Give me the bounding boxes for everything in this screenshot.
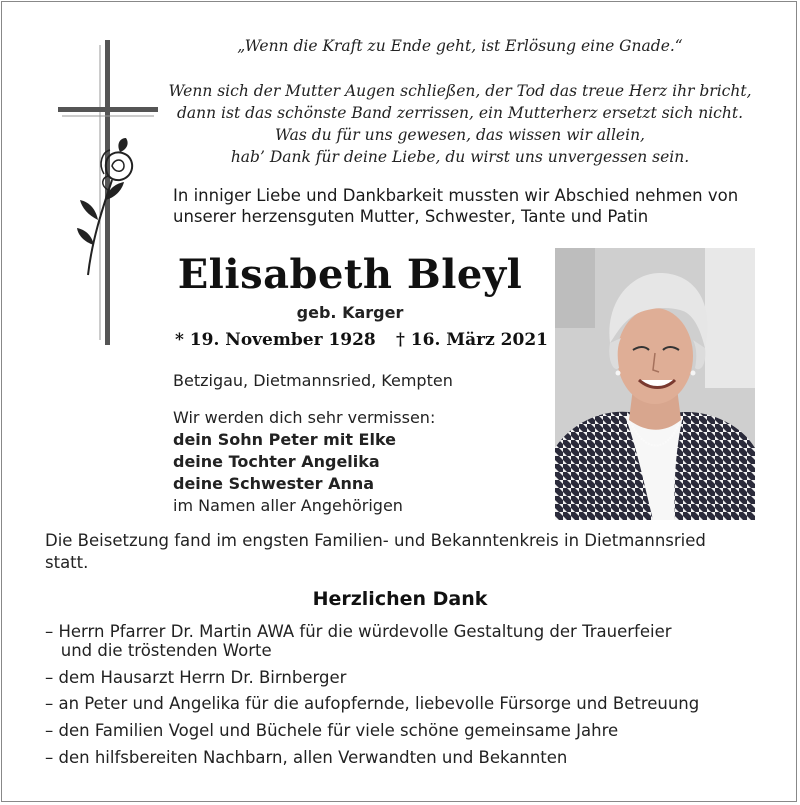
thanks-item: – an Peter und Angelika für die aufopfernde, liebevolle Fürsorge und Betreuung [45,694,700,713]
portrait-photo [555,248,755,520]
birth-date: * 19. November 1928 [175,330,376,350]
poem-line: hab’ Dank für deine Liebe, du wirst uns unvergessen sein. [230,148,690,166]
funeral-line: statt. [45,553,89,572]
intro-line: unserer herzensguten Mutter, Schwester, Tante und Patin [173,207,649,226]
poem-line: Wenn sich der Mutter Augen schließen, der Tod das treue Herz ihr bricht, [168,82,752,100]
mourners-closing: im Namen aller Angehörigen [173,496,403,515]
thanks-item: – den Familien Vogel und Büchele für viele schöne gemeinsame Jahre [45,721,619,740]
mourner-name: dein Sohn Peter mit Elke [173,430,397,449]
deceased-name: Elisabeth Bleyl [177,251,523,298]
thanks-title: Herzlichen Dank [312,588,488,610]
mourners-intro: Wir werden dich sehr vermissen: [173,408,436,427]
cross-with-rose-icon [50,40,160,345]
funeral-line: Die Beisetzung fand im engsten Familien- und Bekanntenkreis in Dietmannsried [45,531,706,550]
mourner-name: deine Tochter Angelika [173,452,380,471]
mourner-name: deine Schwester Anna [173,474,375,493]
poem-line: Was du für uns gewesen, das wissen wir allein, [275,126,645,144]
thanks-item: und die tröstenden Worte [45,641,272,660]
thanks-item: – dem Hausarzt Herrn Dr. Birnberger [45,668,347,687]
thanks-item: – den hilfsbereiten Nachbarn, allen Verwandten und Bekannten [45,748,568,767]
death-date: † 16. März 2021 [396,330,548,350]
birth-name: geb. Karger [296,303,404,322]
thanks-item: – Herrn Pfarrer Dr. Martin AWA für die würdevolle Gestaltung der Trauerfeier [45,622,672,641]
places: Betzigau, Dietmannsried, Kempten [173,371,453,390]
poem-line: dann ist das schönste Band zerrissen, ein Mutterherz ersetzt sich nicht. [177,104,743,122]
poem-quote: „Wenn die Kraft zu Ende geht, ist Erlösung eine Gnade.“ [237,37,683,55]
intro-line: In inniger Liebe und Dankbarkeit mussten wir Abschied nehmen von [173,186,739,205]
